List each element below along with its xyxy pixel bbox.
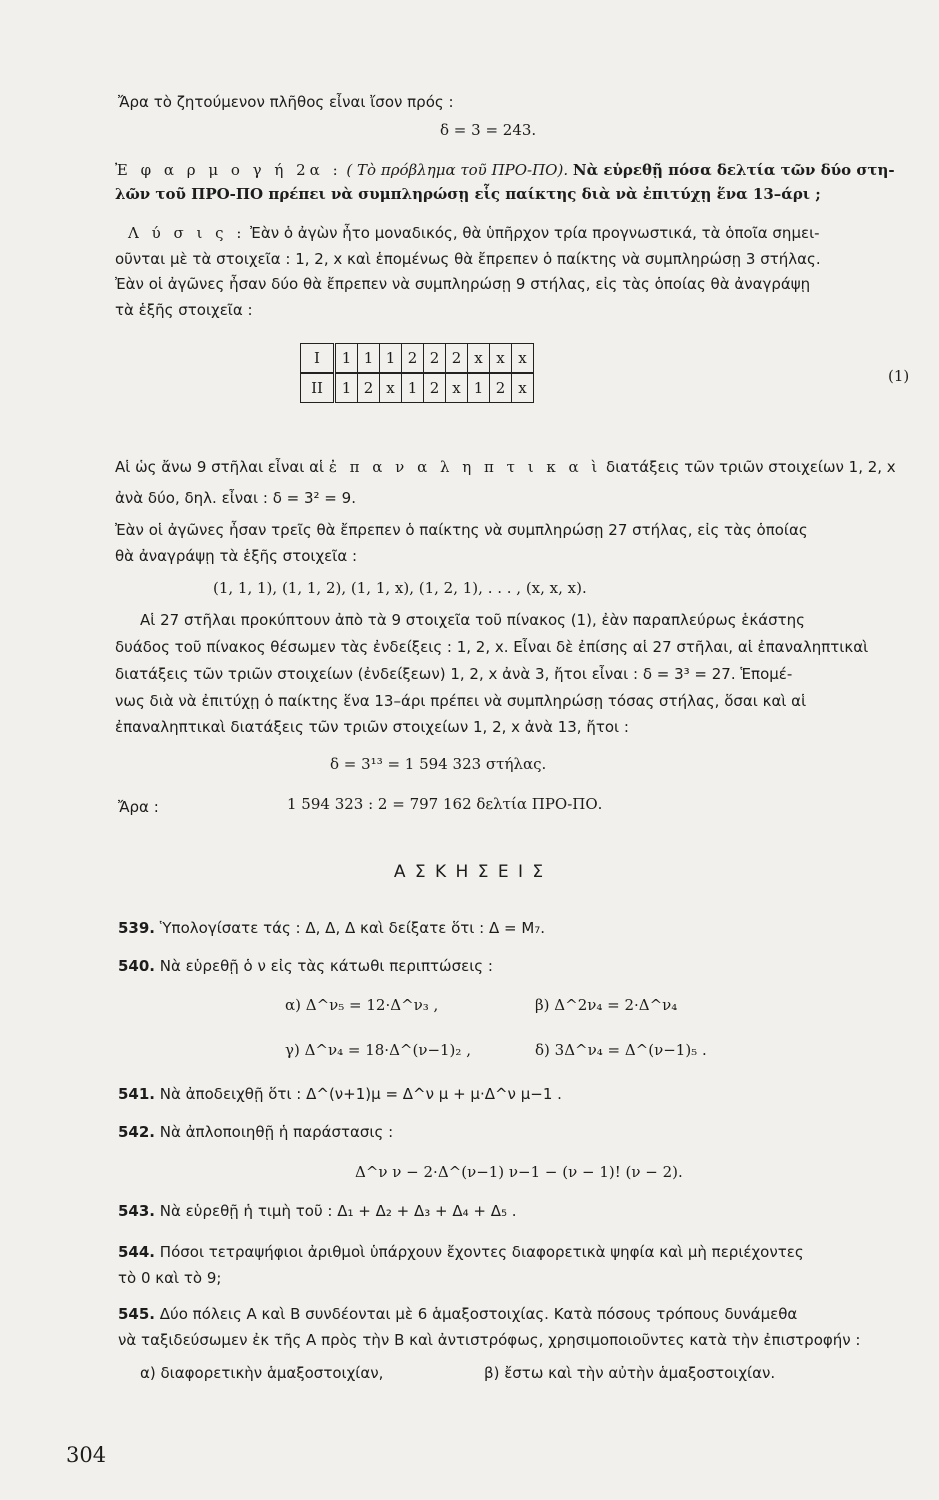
table-cell: 1	[468, 373, 490, 403]
table-cell: 2	[424, 344, 446, 374]
table-cell: x	[512, 373, 534, 403]
equation: β) Δ^2ν₄ = 2·Δ^ν₄	[535, 996, 678, 1014]
table-cell: 1	[335, 344, 358, 374]
table-cell: 2	[446, 344, 468, 374]
table-cell: x	[512, 344, 534, 374]
exercise-text: Νὰ ἀποδειχθῇ ὅτι : Δ^(ν+1)μ = Δ^ν μ + μ·Δ^ν μ−1 .	[159, 1085, 562, 1103]
table-cell: 1	[335, 373, 358, 403]
solution-label: Λ ύ σ ι ς :	[128, 224, 246, 242]
text-span: διατάξεις τῶν τριῶν στοιχείων 1, 2, x	[606, 458, 896, 476]
emphasized-term: ἐ π α ν α λ η π τ ι κ α ὶ	[328, 458, 602, 476]
text-line: Ἄρα :	[118, 798, 159, 816]
text-line: θὰ ἀναγράψῃ τὰ ἑξῆς στοιχεῖα :	[115, 547, 358, 565]
table-cell: x	[380, 373, 402, 403]
page-number: 304	[66, 1443, 107, 1467]
text-line: Ἄρα τὸ ζητούμενον πλῆθος εἶναι ἴσον πρός :	[118, 93, 454, 111]
table-cell: x	[468, 344, 490, 374]
exercise-number: 544.	[118, 1243, 156, 1261]
exercise-543	[118, 1201, 517, 1221]
text-line: διατάξεις τῶν τριῶν στοιχείων (ἐνδείξεων) 1, 2, x ἀνὰ 3, ἤτοι εἶναι : δ = 3³ = 27. Ἑπομέ-	[115, 665, 793, 683]
text-line: οῦνται μὲ τὰ στοιχεῖα : 1, 2, x καὶ ἑπομένως θὰ ἔπρεπεν ὁ παίκτης νὰ συμπληρώσῃ 3 στήλας.	[115, 250, 821, 268]
text-line: λῶν τοῦ ΠΡΟ-ΠΟ πρέπει νὰ συμπληρώσῃ εἷς παίκτης διὰ νὰ ἐπιτύχῃ ἕνα 13–άρι ;	[115, 185, 821, 203]
exercise-text: Πόσοι τετραψήφιοι ἀριθμοὶ ὑπάρχουν ἔχοντες διαφορετικὰ ψηφία καὶ μὴ περιέχοντες	[159, 1243, 804, 1261]
table-row	[301, 344, 534, 374]
option-b: β) ἔστω καὶ τὴν αὐτὴν ἁμαξοστοιχίαν.	[484, 1364, 776, 1382]
equation: δ = 3 = 243.	[440, 121, 537, 139]
row-label: II	[301, 373, 335, 403]
text-line: τὸ 0 καὶ τὸ 9;	[118, 1269, 222, 1287]
text-line: τὰ ἑξῆς στοιχεῖα :	[115, 301, 253, 319]
exercise-text: Ὑπολογίσατε τάς : Δ, Δ, Δ καὶ δείξατε ὅτι : Δ = Μ₇.	[159, 919, 546, 937]
text-line: Ἐὰν οἱ ἀγῶνες ἦσαν δύο θὰ ἔπρεπεν νὰ συμπληρώσῃ 9 στήλας, εἰς τὰς ὁποίας θὰ ἀναγράψῃ	[115, 275, 811, 293]
exercise-text: Δύο πόλεις Α καὶ Β συνδέονται μὲ 6 ἁμαξοστοιχίας. Κατὰ πόσους τρόπους δυνάμεθα	[159, 1305, 798, 1323]
row-label: I	[301, 344, 335, 374]
text-line: ἐπαναληπτικαὶ διατάξεις τῶν τριῶν στοιχείων 1, 2, x ἀνὰ 13, ἤτοι :	[115, 718, 629, 736]
text-span: Αἱ ὡς ἄνω 9 στῆλαι εἶναι αἱ	[115, 458, 325, 476]
table-cell: 1	[380, 344, 402, 374]
exercise-545	[118, 1304, 797, 1324]
section-title: Α Σ Κ Η Σ Ε Ι Σ	[393, 862, 546, 882]
table-cell: x	[446, 373, 468, 403]
equation: α) Δ^ν₅ = 12·Δ^ν₃ ,	[285, 996, 439, 1014]
equation: γ) Δ^ν₄ = 18·Δ^(ν−1)₂ ,	[285, 1041, 471, 1059]
application-subtitle: ( Τὸ πρόβλημα τοῦ ΠΡΟ-ΠΟ).	[346, 161, 569, 179]
text-line	[115, 457, 896, 477]
table-cell: 1	[358, 344, 380, 374]
exercise-text: Νὰ εὑρεθῇ ὁ ν εἰς τὰς κάτωθι περιπτώσεις :	[159, 957, 493, 975]
option-a: α) διαφορετικὴν ἁμαξοστοιχίαν,	[140, 1364, 384, 1382]
exercise-541	[118, 1084, 562, 1104]
solution-text: Ἐὰν ὁ ἀγὼν ἦτο μοναδικός, θὰ ὑπῆρχον τρία προγνωστικά, τὰ ὁποῖα σημει-	[250, 224, 820, 242]
equation: δ) 3Δ^ν₄ = Δ^(ν−1)₅ .	[535, 1041, 707, 1059]
exercise-text: Νὰ ἀπλοποιηθῇ ἡ παράστασις :	[159, 1123, 394, 1141]
application-label: Ἐ φ α ρ μ ο γ ή 2α :	[115, 161, 342, 179]
equation: (1, 1, 1), (1, 1, 2), (1, 1, x), (1, 2, 1), . . . , (x, x, x).	[213, 579, 587, 597]
equation: 1 594 323 : 2 = 797 162 δελτία ΠΡΟ-ΠΟ.	[287, 795, 603, 813]
text-line: νως διὰ νὰ ἐπιτύχῃ ὁ παίκτης ἕνα 13–άρι πρέπει νὰ συμπληρώσῃ τόσας στήλας, ὅσαι καὶ αἱ	[115, 692, 807, 710]
exercise-number: 542.	[118, 1123, 156, 1141]
exercise-number: 539.	[118, 919, 156, 937]
equation: δ = 3¹³ = 1 594 323 στήλας.	[330, 755, 547, 773]
text-line	[128, 223, 820, 243]
table-row	[301, 373, 534, 403]
table-cell: 2	[424, 373, 446, 403]
table-cell: 1	[402, 373, 424, 403]
exercise-542	[118, 1122, 393, 1142]
text-line: δυάδος τοῦ πίνακος θέσωμεν τὰς ἐνδείξεις : 1, 2, x. Εἶναι δὲ ἐπίσης αἱ 27 στῆλαι, αἱ ἐπαναληπτικαὶ	[115, 638, 869, 656]
exercise-540	[118, 956, 493, 976]
exercise-number: 543.	[118, 1202, 156, 1220]
table-cell: 2	[490, 373, 512, 403]
text-line: Αἱ 27 στῆλαι προκύπτουν ἀπὸ τὰ 9 στοιχεῖα τοῦ πίνακος (1), ἐὰν παραπλεύρως ἑκάστης	[140, 611, 805, 629]
exercise-544	[118, 1242, 804, 1262]
table-cell: x	[490, 344, 512, 374]
arrangement-table	[300, 343, 534, 403]
application-text: Νὰ εὑρεθῇ πόσα δελτία τῶν δύο στη-	[572, 161, 895, 179]
text-line: ἀνὰ δύο, δηλ. εἶναι : δ = 3² = 9.	[115, 489, 356, 507]
table-cell: 2	[358, 373, 380, 403]
application-heading	[115, 160, 895, 180]
exercise-539	[118, 918, 545, 938]
table-cell: 2	[402, 344, 424, 374]
exercise-text: Νὰ εὑρεθῇ ἡ τιμὴ τοῦ : Δ₁ + Δ₂ + Δ₃ + Δ₄ + Δ₅ .	[159, 1202, 517, 1220]
text-line: νὰ ταξιδεύσωμεν ἐκ τῆς Α πρὸς τὴν Β καὶ ἀντιστρόφως, χρησιμοποιοῦντες κατὰ τὴν ἐπιστροφήν :	[118, 1331, 861, 1349]
equation: Δ^ν ν − 2·Δ^(ν−1) ν−1 − (ν − 1)! (ν − 2).	[355, 1163, 683, 1181]
text-line: Ἐὰν οἱ ἀγῶνες ἦσαν τρεῖς θὰ ἔπρεπεν ὁ παίκτης νὰ συμπληρώσῃ 27 στήλας, εἰς τὰς ὁποίας	[115, 521, 808, 539]
equation-label: (1)	[888, 367, 910, 385]
exercise-number: 540.	[118, 957, 156, 975]
exercise-number: 545.	[118, 1305, 156, 1323]
exercise-number: 541.	[118, 1085, 156, 1103]
